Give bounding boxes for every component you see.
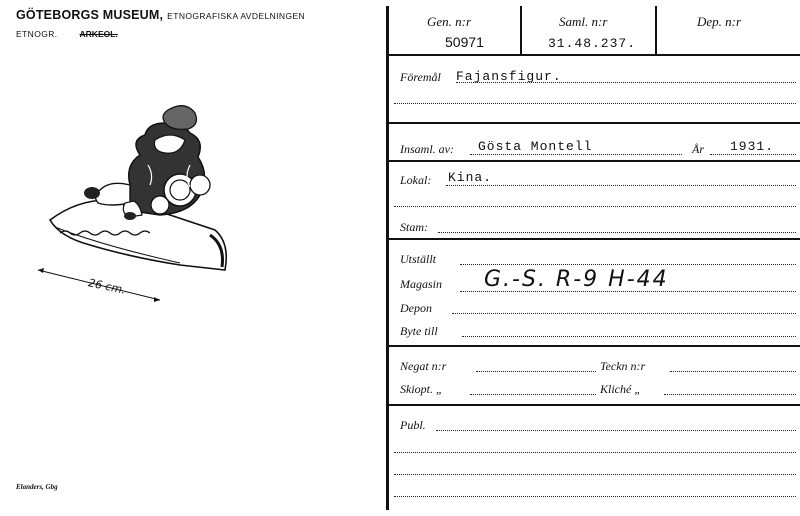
saml-label: Saml. n:r [559, 14, 608, 29]
card-left-border [386, 6, 389, 510]
section-divider-5 [388, 404, 800, 406]
department-name: ETNOGRAFISKA AVDELNINGEN [167, 11, 306, 21]
faience-figure-drawing [30, 95, 240, 315]
museum-name: GÖTEBORGS MUSEUM, [16, 8, 164, 22]
teckn-label: Teckn n:r [600, 359, 646, 373]
negat-label: Negat n:r [400, 359, 447, 373]
lokal-value: Kina. [448, 170, 493, 185]
gen-label: Gen. n:r [427, 14, 472, 29]
section-label: ETNOGR. [16, 29, 58, 39]
utstallt-label: Utställt [400, 252, 437, 266]
gen-number: 50971 [445, 34, 484, 50]
byte-label: Byte till [400, 324, 438, 338]
gen-saml-divider [520, 6, 522, 54]
printer-mark: Elanders, Gbg [16, 483, 58, 491]
struck-section-label: ARKEOL. [79, 29, 118, 39]
section-divider-3 [388, 238, 800, 240]
skiopt-label: Skiopt. „ [400, 382, 443, 396]
foremal-label: Föremål [400, 70, 441, 84]
ar-value: 1931. [730, 139, 775, 154]
insaml-value: Gösta Montell [478, 139, 593, 154]
section-divider-1 [388, 122, 800, 124]
saml-dep-divider [655, 6, 657, 54]
measurement-label: 26 cm. [87, 276, 127, 297]
dep-label: Dep. n:r [697, 14, 742, 29]
publ-label: Publ. [400, 418, 426, 432]
section-line [16, 29, 118, 39]
magasin-value: G.-S. R-9 H-44 [484, 267, 669, 292]
magasin-label: Magasin [400, 277, 442, 291]
insaml-label: Insaml. av: [400, 142, 454, 156]
section-divider-4 [388, 345, 800, 347]
museum-header [16, 8, 305, 22]
top-row-border [388, 54, 800, 56]
depon-label: Depon [400, 301, 432, 315]
saml-number: 31.48.237. [548, 36, 637, 51]
ar-label: År [692, 142, 704, 156]
kliche-label: Kliché „ [600, 382, 641, 396]
foremal-value: Fajansfigur. [456, 69, 562, 84]
stam-label: Stam: [400, 220, 428, 234]
lokal-label: Lokal: [400, 173, 432, 187]
section-divider-2 [388, 160, 800, 162]
